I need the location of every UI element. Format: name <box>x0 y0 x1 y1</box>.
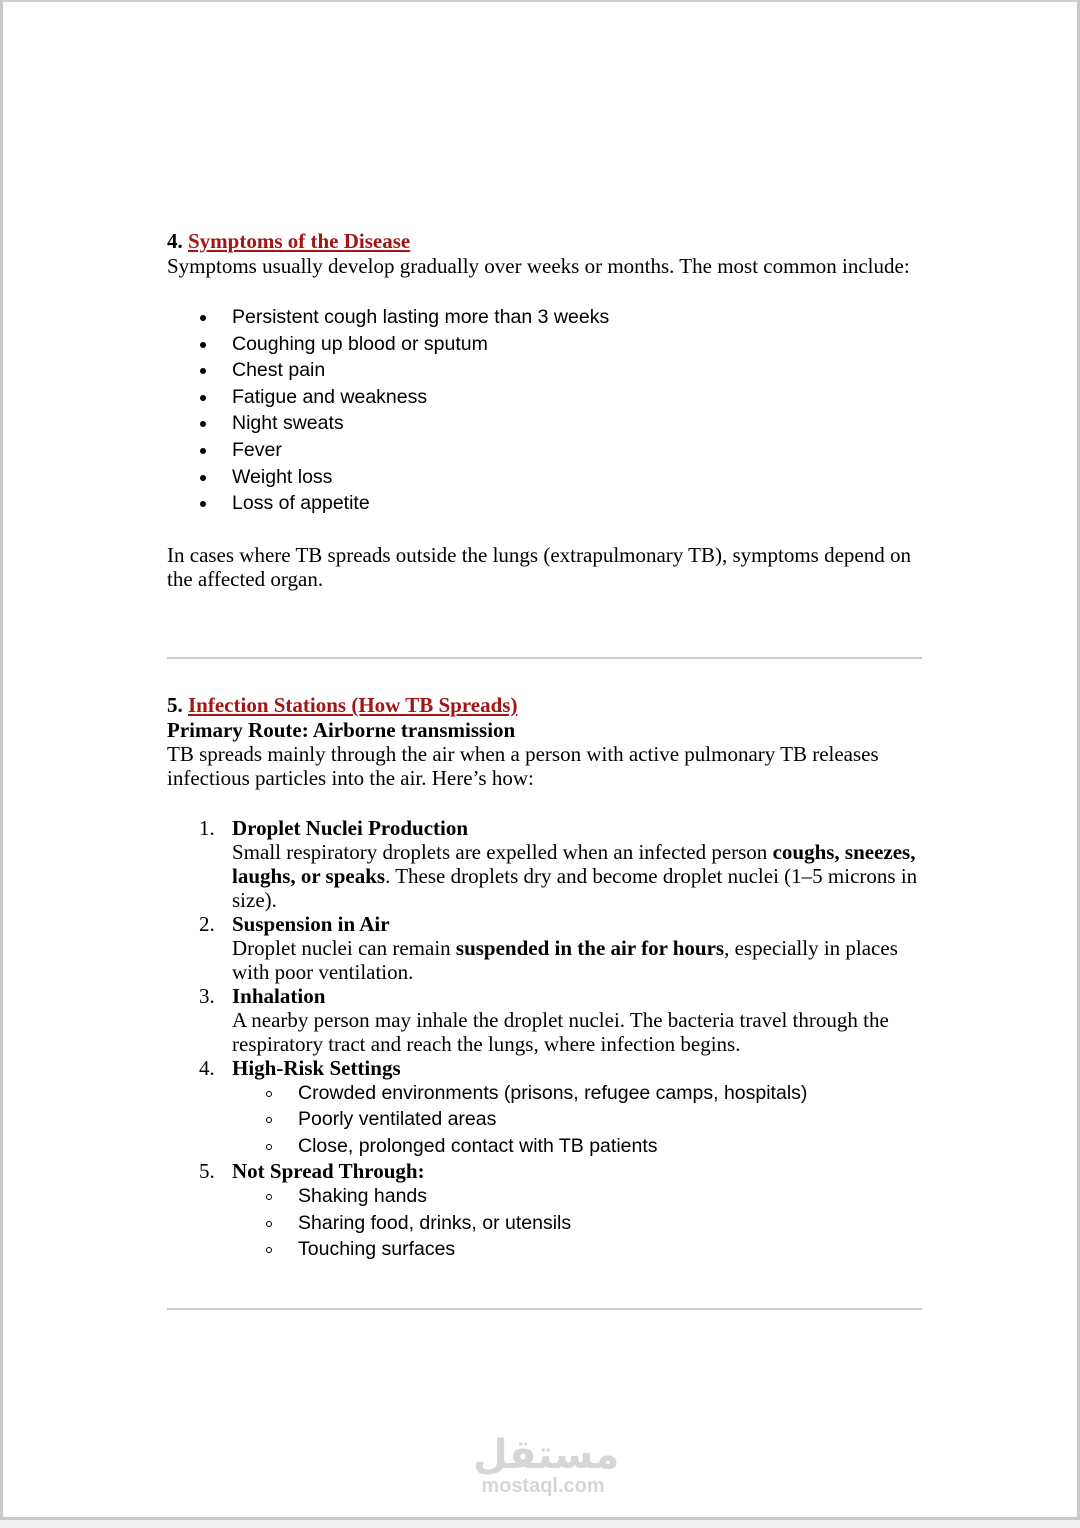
circle-bullet-icon <box>266 1144 272 1150</box>
bullet-icon <box>200 421 206 427</box>
section-5-intro: TB spreads mainly through the air when a person with active pulmonary TB releases infectious particles into the air. Here’s how: <box>167 742 879 790</box>
circle-bullet-icon <box>266 1194 272 1200</box>
section-5 <box>167 692 923 1262</box>
list-item: Loss of appetite <box>167 490 923 517</box>
divider <box>167 657 922 659</box>
step-title: High-Risk Settings <box>232 1056 401 1080</box>
bullet-icon <box>200 368 206 374</box>
high-risk-list <box>232 1080 923 1159</box>
list-item: Close, prolonged contact with TB patients <box>232 1133 923 1159</box>
section-5-subheading: Primary Route: Airborne transmission <box>167 718 516 742</box>
list-item: Weight loss <box>167 464 923 491</box>
not-spread-list <box>232 1183 923 1262</box>
list-item: Fever <box>167 437 923 464</box>
bullet-icon <box>200 342 206 348</box>
circle-bullet-icon <box>266 1221 272 1227</box>
step-title: Droplet Nuclei Production <box>232 816 469 840</box>
circle-bullet-icon <box>266 1247 272 1253</box>
list-item: Crowded environments (prisons, refugee camps, hospitals) <box>232 1080 923 1106</box>
step-item: 3. Inhalation A nearby person may inhale the droplet nuclei. The bacteria travel through the respiratory tract and reach the lungs, where infection begins. <box>167 984 923 1056</box>
watermark-latin: mostaql.com <box>481 1475 605 1497</box>
step-body: Droplet nuclei can remain suspended in the air for hours, especially in places with poor ventilation. <box>232 936 898 984</box>
step-title: Not Spread Through: <box>232 1159 425 1184</box>
circle-bullet-icon <box>266 1117 272 1123</box>
step-item: 2. Suspension in Air Droplet nuclei can remain suspended in the air for hours, especially in places with poor ventilation. <box>167 912 923 984</box>
list-item: Touching surfaces <box>232 1236 923 1262</box>
bullet-icon <box>200 315 206 321</box>
bullet-icon <box>200 475 206 481</box>
step-item: 1. Droplet Nuclei Production Small respiratory droplets are expelled when an infected person coughs, sneezes, laughs, or speaks. These droplets dry and become droplet nuclei (1–5 microns in size). <box>167 816 923 912</box>
list-item: Night sweats <box>167 410 923 437</box>
section-4-intro: Symptoms usually develop gradually over weeks or months. The most common include: <box>167 254 910 278</box>
section-5-number: 5. <box>167 693 183 717</box>
list-item: Sharing food, drinks, or utensils <box>232 1210 923 1236</box>
list-item: Chest pain <box>167 357 923 384</box>
bullet-icon <box>200 448 206 454</box>
watermark-arabic: مستقل <box>473 1432 620 1478</box>
list-item: Poorly ventilated areas <box>232 1106 923 1132</box>
step-title: Suspension in Air <box>232 912 390 936</box>
list-item: Fatigue and weakness <box>167 384 923 411</box>
step-body: A nearby person may inhale the droplet nuclei. The bacteria travel through the respiratory tract and reach the lungs, where infection begins. <box>232 1008 889 1056</box>
section-5-title-link[interactable]: Infection Stations (How TB Spreads) <box>188 693 518 717</box>
section-4-title-link[interactable]: Symptoms of the Disease <box>188 229 411 253</box>
step-item: 5. Not Spread Through: Shaking hands Sharing food, drinks, or utensils Touching surfaces <box>167 1159 923 1262</box>
list-item: Shaking hands <box>232 1183 923 1209</box>
section-4-closing: In cases where TB spreads outside the lungs (extrapulmonary TB), symptoms depend on the affected organ. <box>167 542 911 591</box>
bullet-icon <box>200 501 206 507</box>
symptoms-list <box>167 304 923 517</box>
step-title: Inhalation <box>232 984 326 1008</box>
circle-bullet-icon <box>266 1091 272 1097</box>
list-item: Persistent cough lasting more than 3 weeks <box>167 304 923 331</box>
list-item: Coughing up blood or sputum <box>167 331 923 358</box>
watermark-logo <box>473 1432 620 1497</box>
section-4-number: 4. <box>167 229 183 253</box>
step-body: Small respiratory droplets are expelled when an infected person coughs, sneezes, laughs, or speaks. These droplets dry and become droplet nuclei (1–5 microns in size). <box>232 840 918 912</box>
step-item: 4. High-Risk Settings Crowded environments (prisons, refugee camps, hospitals) Poorly ventilated areas Close, prolonged contact with TB patients <box>167 1056 923 1159</box>
section-5-heading <box>167 692 923 718</box>
divider <box>167 1308 922 1310</box>
bullet-icon <box>200 395 206 401</box>
document-content <box>167 228 923 591</box>
transmission-steps <box>167 816 923 1262</box>
section-4-heading <box>167 228 923 254</box>
